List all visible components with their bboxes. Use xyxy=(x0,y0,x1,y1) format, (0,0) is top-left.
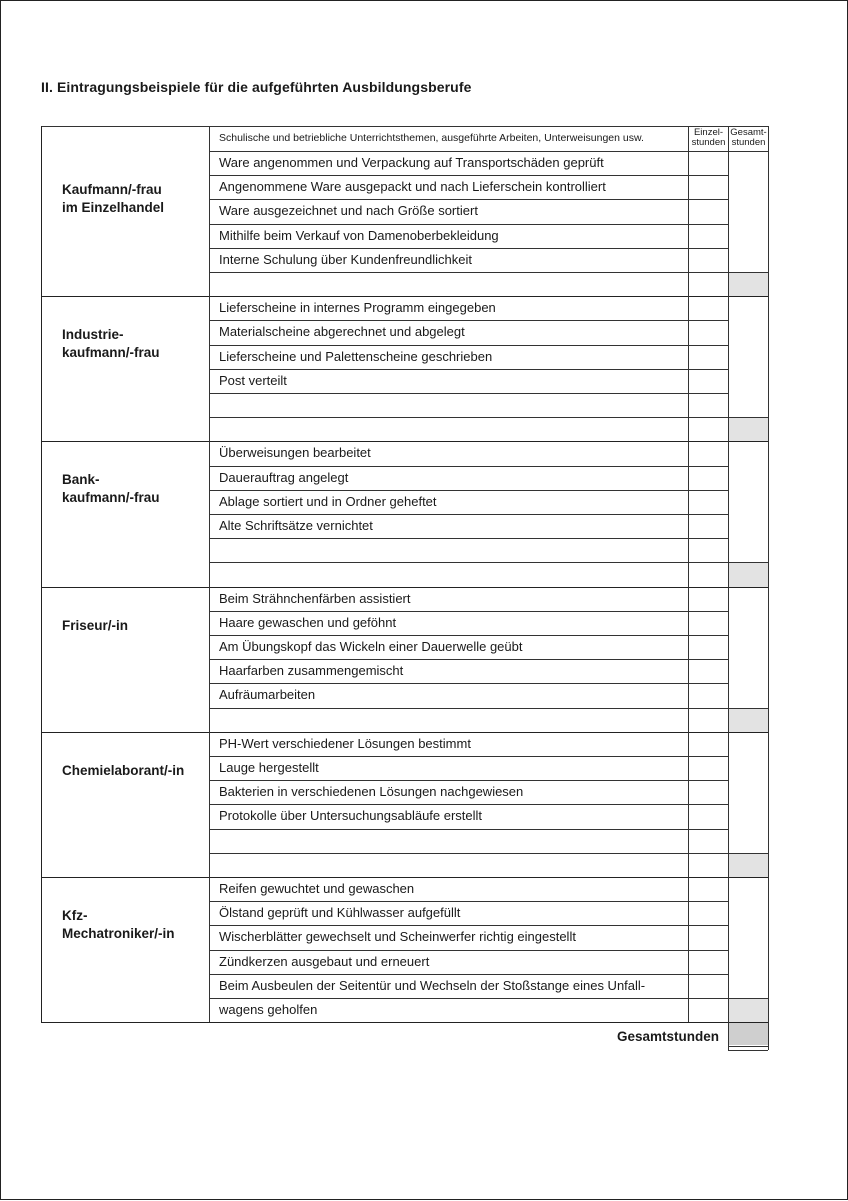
single-hours-cell[interactable] xyxy=(689,709,728,732)
subtotal-hours-cell[interactable] xyxy=(729,563,768,586)
row-divider xyxy=(209,490,728,491)
group-divider xyxy=(41,296,768,297)
row-divider xyxy=(209,538,728,539)
single-hours-cell[interactable] xyxy=(689,902,728,925)
row-divider xyxy=(209,974,728,975)
table-top-border xyxy=(41,126,768,127)
entry-text: Ablage sortiert und in Ordner geheftet xyxy=(219,493,437,509)
subtotal-hours-cell[interactable] xyxy=(729,273,768,296)
single-hours-cell[interactable] xyxy=(689,830,728,853)
single-hours-cell[interactable] xyxy=(689,926,728,949)
row-divider xyxy=(209,853,728,854)
row-divider xyxy=(209,756,728,757)
total-hours-header-line1: Gesamt- xyxy=(730,127,767,138)
total-hours-column-header xyxy=(729,128,768,148)
entry-text: Lauge hergestellt xyxy=(219,760,319,775)
job-title: Industrie- kaufmann/-frau xyxy=(62,327,160,361)
entry-text: Ware ausgezeichnet und nach Größe sortiert xyxy=(219,203,478,219)
row-divider xyxy=(209,320,728,321)
single-hours-cell[interactable] xyxy=(689,249,728,272)
row-divider xyxy=(209,224,728,225)
entry-text: Lieferscheine in internes Programm eingegeben xyxy=(219,300,496,316)
single-hours-column-header xyxy=(689,128,728,148)
row-divider xyxy=(209,248,728,249)
single-hours-cell[interactable] xyxy=(689,563,728,586)
row-divider xyxy=(209,562,728,563)
entry-text: Ware angenommen und Verpackung auf Transportschäden geprüft xyxy=(219,155,604,170)
single-hours-cell[interactable] xyxy=(689,394,728,417)
job-title: Bank- kaufmann/-frau xyxy=(62,472,160,506)
row-divider xyxy=(209,780,728,781)
entry-text: Am Übungskopf das Wickeln einer Dauerwelle geübt xyxy=(219,639,523,654)
entry-text: Überweisungen bearbeitet xyxy=(219,445,371,461)
entry-text: Protokolle über Untersuchungsabläufe erstellt xyxy=(219,808,483,824)
single-hours-cell[interactable] xyxy=(689,370,728,393)
column-divider-job xyxy=(209,126,210,1022)
entry-text: Materialscheine abgerechnet und abgelegt xyxy=(219,324,465,340)
row-divider xyxy=(209,514,728,515)
row-divider xyxy=(209,950,728,951)
row-divider xyxy=(209,175,728,176)
single-hours-cell[interactable] xyxy=(689,515,728,538)
entry-text: Wischerblätter gewechselt und Scheinwerfer richtig eingestellt xyxy=(219,929,576,945)
single-hours-cell[interactable] xyxy=(689,660,728,683)
entry-text: Post verteilt xyxy=(219,372,287,388)
single-hours-cell[interactable] xyxy=(689,200,728,223)
row-divider xyxy=(209,683,728,684)
entry-text: Alte Schriftsätze vernichtet xyxy=(219,518,373,533)
entry-text: Lieferscheine und Palettenscheine geschrieben xyxy=(219,348,493,364)
subtotal-hours-cell[interactable] xyxy=(729,854,768,877)
single-hours-cell[interactable] xyxy=(689,951,728,974)
single-hours-cell[interactable] xyxy=(689,539,728,562)
entry-text: Angenommene Ware ausgepackt und nach Lieferschein kontrolliert xyxy=(219,179,606,195)
row-divider xyxy=(209,611,728,612)
grand-total-hours-cell[interactable] xyxy=(729,1023,768,1045)
single-hours-cell[interactable] xyxy=(689,152,728,175)
group-divider xyxy=(41,877,768,878)
single-hours-cell[interactable] xyxy=(689,297,728,320)
job-title: Friseur/-in xyxy=(62,617,129,633)
single-hours-cell[interactable] xyxy=(689,467,728,490)
job-title: Chemielaborant/-in xyxy=(62,762,185,778)
subtotal-hours-cell[interactable] xyxy=(729,999,768,1022)
total-hours-label: Gesamtstunden xyxy=(616,1029,719,1044)
single-hours-cell[interactable] xyxy=(689,999,728,1022)
row-divider xyxy=(209,659,728,660)
group-divider xyxy=(41,732,768,733)
entry-text: Zündkerzen ausgebaut und erneuert xyxy=(219,953,430,969)
single-hours-cell[interactable] xyxy=(689,273,728,296)
row-divider xyxy=(209,998,728,999)
row-divider xyxy=(209,925,728,926)
single-hours-cell[interactable] xyxy=(689,878,728,901)
single-hours-cell[interactable] xyxy=(689,418,728,441)
grand-total-bottom-border xyxy=(728,1050,768,1051)
single-hours-cell[interactable] xyxy=(689,612,728,635)
entry-text: Beim Ausbeulen der Seitentür und Wechseln der Stoßstange eines Unfall- xyxy=(219,977,646,993)
row-divider xyxy=(209,708,728,709)
entry-text: Interne Schulung über Kundenfreundlichkeit xyxy=(219,251,472,267)
single-hours-cell[interactable] xyxy=(689,733,728,756)
single-hours-cell[interactable] xyxy=(689,346,728,369)
job-title: Kfz- Mechatroniker/-in xyxy=(62,908,175,941)
row-divider xyxy=(209,466,728,467)
total-hours-header-line2: stunden xyxy=(731,137,766,148)
header-bottom-border xyxy=(209,151,768,152)
entry-text: Reifen gewuchtet und gewaschen xyxy=(219,881,415,896)
row-divider xyxy=(209,199,728,200)
single-hours-header-line1: Einzel- xyxy=(693,127,724,138)
training-record-table xyxy=(1,1,848,1201)
column-divider-total xyxy=(728,126,729,1050)
group-divider xyxy=(41,587,768,588)
single-hours-header-line2: stunden xyxy=(691,137,726,148)
single-hours-cell[interactable] xyxy=(689,588,728,611)
single-hours-cell[interactable] xyxy=(689,321,728,344)
section-heading: II. Eintragungsbeispiele für die aufgeführten Ausbildungsberufe xyxy=(41,79,472,95)
entry-text: Aufräumarbeiten xyxy=(219,687,316,703)
entry-text: Bakterien in verschiedenen Lösungen nachgewiesen xyxy=(219,784,524,800)
group-divider xyxy=(41,441,768,442)
grand-total-divider xyxy=(728,1046,768,1047)
entry-text: Ölstand geprüft und Kühlwasser aufgefüllt xyxy=(219,905,461,921)
single-hours-cell[interactable] xyxy=(689,225,728,248)
entry-text: Haare gewaschen und geföhnt xyxy=(219,614,397,630)
entry-text: Beim Strähnchenfärben assistiert xyxy=(219,590,411,606)
subtotal-hours-cell[interactable] xyxy=(729,418,768,441)
row-divider xyxy=(209,804,728,805)
topics-column-header: Schulische und betriebliche Unterrichtsthemen, ausgeführte Arbeiten, Unterweisungen usw. xyxy=(219,132,644,144)
row-divider xyxy=(209,829,728,830)
column-divider-single xyxy=(688,126,689,1022)
single-hours-cell[interactable] xyxy=(689,176,728,199)
single-hours-cell[interactable] xyxy=(689,781,728,804)
single-hours-cell[interactable] xyxy=(689,491,728,514)
single-hours-cell[interactable] xyxy=(689,636,728,659)
single-hours-cell[interactable] xyxy=(689,805,728,828)
single-hours-cell[interactable] xyxy=(689,975,728,998)
row-divider xyxy=(209,393,728,394)
table-bottom-border xyxy=(41,1022,768,1023)
entry-text: Mithilfe beim Verkauf von Damenoberbekleidung xyxy=(219,227,499,243)
table-left-border xyxy=(41,126,42,1022)
entry-text: wagens geholfen xyxy=(219,1002,318,1017)
row-divider xyxy=(209,417,728,418)
row-divider xyxy=(209,272,728,273)
row-divider xyxy=(209,369,728,370)
entry-text: Dauerauftrag angelegt xyxy=(219,469,349,485)
single-hours-cell[interactable] xyxy=(689,757,728,780)
row-divider xyxy=(209,635,728,636)
entry-text: Haarfarben zusammengemischt xyxy=(219,663,404,679)
row-divider xyxy=(209,901,728,902)
single-hours-cell[interactable] xyxy=(689,442,728,465)
single-hours-cell[interactable] xyxy=(689,684,728,707)
job-title: Kaufmann/-frau im Einzelhandel xyxy=(62,182,165,215)
row-divider xyxy=(209,345,728,346)
single-hours-cell[interactable] xyxy=(689,854,728,877)
subtotal-hours-cell[interactable] xyxy=(729,709,768,732)
table-right-border xyxy=(768,126,769,1050)
entry-text: PH-Wert verschiedener Lösungen bestimmt xyxy=(219,735,471,751)
